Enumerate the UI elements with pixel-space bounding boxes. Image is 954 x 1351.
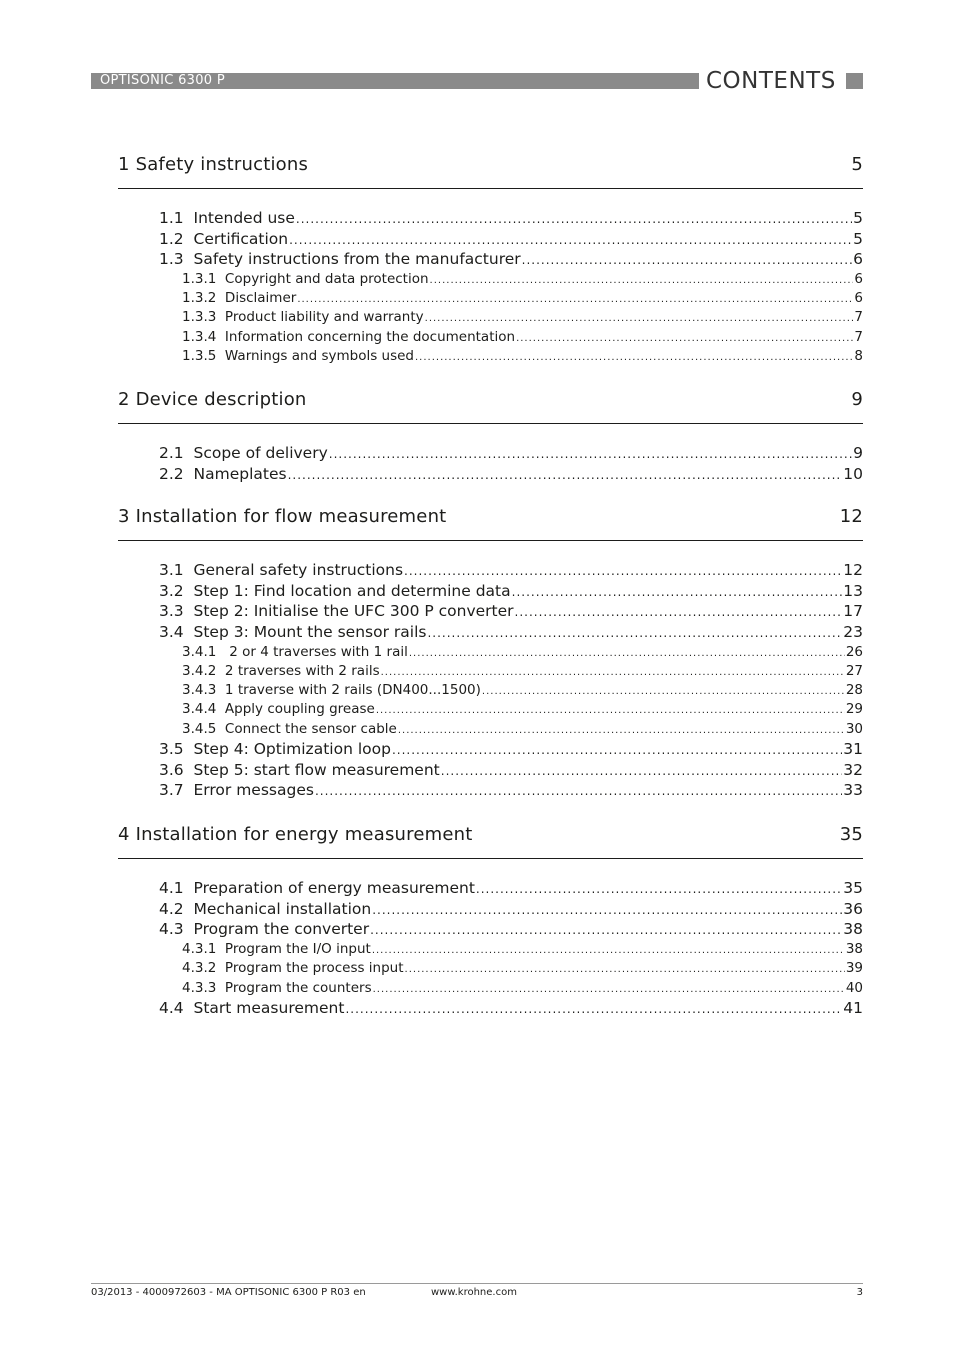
toc-leader-dots (297, 290, 853, 309)
toc-entry-title: 2.2 Nameplates (159, 465, 287, 483)
toc-section[interactable] (159, 760, 863, 781)
toc-leader-dots (515, 602, 843, 622)
toc-leader-dots (376, 701, 845, 720)
toc-entry-page: 39 (845, 960, 863, 976)
toc-chapter-title: 4 Installation for energy measurement (118, 824, 473, 845)
toc-chapter-title: 2 Device description (118, 389, 307, 410)
toc-section[interactable] (159, 464, 863, 485)
toc-entry-title: 3.7 Error messages (159, 781, 314, 799)
toc-subsection[interactable] (182, 662, 863, 682)
toc-entry-page: 27 (845, 663, 863, 679)
toc-entry-title: 3.4.2 2 traverses with 2 rails (182, 663, 380, 679)
toc-entry-page: 5 (853, 230, 863, 248)
toc-leader-dots (512, 582, 843, 602)
toc-entry-title: 3.3 Step 2: Initialise the UFC 300 P converter (159, 602, 514, 620)
toc-leader-dots (430, 271, 854, 290)
toc-subsection[interactable] (182, 681, 863, 701)
toc-entry-title: 3.4.1 2 or 4 traverses with 1 rail (182, 644, 408, 660)
toc-entry-page: 17 (843, 602, 863, 620)
toc-entry-page: 30 (845, 721, 863, 737)
toc-section[interactable] (159, 739, 863, 760)
toc-subsection[interactable] (182, 270, 863, 290)
toc-entry-title: 1.2 Certification (159, 230, 289, 248)
toc-entry-page: 13 (843, 582, 863, 600)
footer-divider (91, 1283, 863, 1284)
toc-chapter-page: 12 (839, 506, 863, 527)
toc-entry-title: 3.4.3 1 traverse with 2 rails (DN400...1500) (182, 682, 481, 698)
toc-leader-dots (425, 309, 854, 328)
toc-entry-title: 2.1 Scope of delivery (159, 444, 328, 462)
toc-entry-page: 7 (854, 309, 863, 325)
header-product-name: OPTISONIC 6300 P (100, 73, 225, 88)
toc-leader-dots (409, 644, 845, 663)
toc-entry-title: 4.2 Mechanical installation (159, 900, 372, 918)
toc-entry-page: 38 (843, 920, 863, 938)
toc-subsection[interactable] (182, 940, 863, 960)
toc-section[interactable] (159, 899, 863, 920)
toc-entry-title: 4.3.1 Program the I/O input (182, 941, 371, 957)
toc-entry-page: 6 (853, 250, 863, 268)
toc-chapter-page: 5 (851, 154, 863, 175)
toc-chapter[interactable] (118, 152, 863, 189)
toc-leader-dots (296, 209, 852, 229)
toc-leader-dots (288, 465, 843, 485)
toc-section[interactable] (159, 919, 863, 940)
toc-entry-title: 1.3.3 Product liability and warranty (182, 309, 424, 325)
toc-subsection[interactable] (182, 959, 863, 979)
toc-leader-dots (372, 941, 845, 960)
toc-entry-page: 7 (854, 329, 863, 345)
toc-leader-dots (476, 879, 842, 899)
header-square-marker (846, 73, 863, 89)
toc-entry-title: 1.3.4 Information concerning the documentation (182, 329, 516, 345)
toc-subsection[interactable] (182, 289, 863, 309)
toc-entry-title: 4.4 Start measurement (159, 999, 345, 1017)
toc-chapter-title: 1 Safety instructions (118, 154, 309, 175)
toc-entry-title: 3.5 Step 4: Optimization loop (159, 740, 391, 758)
toc-leader-dots (398, 721, 845, 740)
toc-leader-dots (381, 663, 845, 682)
toc-leader-dots (415, 348, 853, 367)
toc-entry-page: 12 (843, 561, 863, 579)
toc-chapter[interactable] (118, 822, 863, 859)
toc-leader-dots (370, 920, 842, 940)
toc-subsection[interactable] (182, 308, 863, 328)
footer-page-number: 3 (856, 1287, 863, 1298)
toc-entry-title: 1.3.2 Disclaimer (182, 290, 297, 306)
toc-leader-dots (404, 561, 842, 581)
toc-entry-title: 3.6 Step 5: start flow measurement (159, 761, 440, 779)
toc-leader-dots (373, 980, 845, 999)
toc-entry-page: 23 (843, 623, 863, 641)
toc-subsection[interactable] (182, 328, 863, 348)
page-title: CONTENTS (706, 68, 836, 94)
toc-entry-page: 33 (843, 781, 863, 799)
toc-entry-page: 36 (843, 900, 863, 918)
toc-entry-page: 6 (854, 271, 863, 287)
toc-chapter-page: 9 (851, 389, 863, 410)
toc-entry-page: 28 (845, 682, 863, 698)
footer-website: www.krohne.com (431, 1287, 517, 1298)
toc-entry-title: 1.1 Intended use (159, 209, 295, 227)
toc-section[interactable] (159, 229, 863, 250)
toc-leader-dots (405, 960, 845, 979)
toc-entry-page: 41 (843, 999, 863, 1017)
toc-leader-dots (516, 329, 853, 348)
toc-entry-title: 3.1 General safety instructions (159, 561, 404, 579)
toc-section[interactable] (159, 249, 863, 270)
toc-section[interactable] (159, 208, 863, 229)
toc-entry-title: 3.2 Step 1: Find location and determine data (159, 582, 511, 600)
toc-entry-title: 3.4.5 Connect the sensor cable (182, 721, 397, 737)
toc-leader-dots (522, 250, 852, 270)
toc-leader-dots (289, 230, 852, 250)
toc-entry-title: 4.3.2 Program the process input (182, 960, 404, 976)
toc-subsection[interactable] (182, 347, 863, 367)
toc-entry-page: 6 (854, 290, 863, 306)
toc-entry-title: 4.1 Preparation of energy measurement (159, 879, 475, 897)
footer-doc-ref: 03/2013 - 4000972603 - MA OPTISONIC 6300 P R03 en (91, 1287, 366, 1298)
toc-leader-dots (427, 623, 842, 643)
toc-section[interactable] (159, 601, 863, 622)
toc-entry-page: 5 (853, 209, 863, 227)
toc-entry-title: 3.4 Step 3: Mount the sensor rails (159, 623, 427, 641)
toc-chapter[interactable] (118, 387, 863, 424)
toc-entry-page: 38 (845, 941, 863, 957)
toc-leader-dots (372, 900, 842, 920)
toc-leader-dots (392, 740, 842, 760)
toc-section[interactable] (159, 560, 863, 581)
toc-entry-page: 40 (845, 980, 863, 996)
toc-entry-title: 3.4.4 Apply coupling grease (182, 701, 375, 717)
toc-entry-title: 4.3 Program the converter (159, 920, 370, 938)
toc-leader-dots (345, 999, 842, 1019)
toc-leader-dots (482, 682, 845, 701)
toc-section[interactable] (159, 443, 863, 464)
toc-subsection[interactable] (182, 979, 863, 999)
toc-chapter[interactable] (118, 504, 863, 541)
toc-section[interactable] (159, 780, 863, 801)
toc-chapter-page: 35 (839, 824, 863, 845)
toc-chapter-title: 3 Installation for flow measurement (118, 506, 447, 527)
toc-entry-page: 8 (854, 348, 863, 364)
toc-entry-page: 29 (845, 701, 863, 717)
toc-subsection[interactable] (182, 700, 863, 720)
toc-leader-dots (315, 781, 842, 801)
toc-section[interactable] (159, 622, 863, 643)
toc-subsection[interactable] (182, 720, 863, 740)
toc-entry-page: 10 (843, 465, 863, 483)
toc-section[interactable] (159, 998, 863, 1019)
toc-entry-page: 26 (845, 644, 863, 660)
toc-entry-page: 35 (843, 879, 863, 897)
toc-entry-title: 4.3.3 Program the counters (182, 980, 372, 996)
toc-section[interactable] (159, 581, 863, 602)
toc-leader-dots (441, 761, 843, 781)
toc-entry-title: 1.3 Safety instructions from the manufacturer (159, 250, 521, 268)
toc-section[interactable] (159, 878, 863, 899)
toc-subsection[interactable] (182, 643, 863, 663)
toc-entry-title: 1.3.1 Copyright and data protection (182, 271, 429, 287)
toc-entry-page: 32 (843, 761, 863, 779)
toc-leader-dots (329, 444, 852, 464)
toc-entry-page: 9 (853, 444, 863, 462)
toc-entry-page: 31 (843, 740, 863, 758)
toc-entry-title: 1.3.5 Warnings and symbols used (182, 348, 414, 364)
